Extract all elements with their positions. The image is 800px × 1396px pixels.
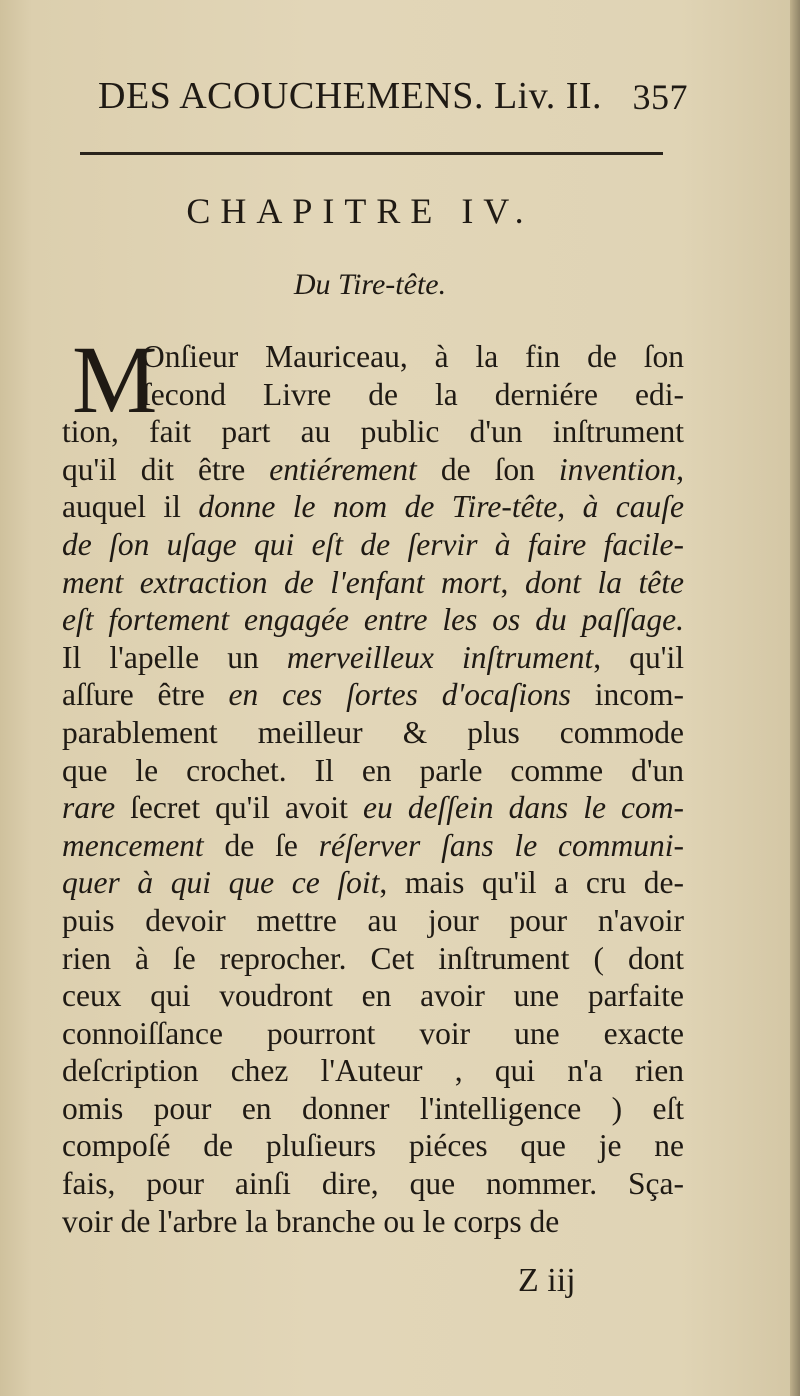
text-line <box>62 1165 684 1203</box>
text-run: Onſieur Mauriceau, à la fin de ſon <box>142 339 684 374</box>
italic-run: entiérement <box>269 451 417 487</box>
text-run: ſecond Livre de la derniére edi- <box>142 376 684 412</box>
text-line <box>62 864 684 902</box>
text-line <box>62 338 684 376</box>
text-run: deſcription chez l'Auteur , qui n'a rien <box>62 1053 684 1089</box>
page-edge <box>790 0 800 1396</box>
text-run: , mais qu'il a cru de- <box>379 865 684 901</box>
text-line <box>62 752 684 790</box>
text-run: , <box>500 564 525 600</box>
italic-run: quer à qui que ce ſoit <box>62 865 380 901</box>
text-run: omis pour en donner l'intelligence ) eſt <box>62 1090 684 1126</box>
text-run: connoiſſance pourront voir une exacte <box>62 1015 684 1051</box>
signature-mark: Z iij <box>518 1262 576 1299</box>
text-line <box>62 526 684 564</box>
italic-run: de ſon uſage qui eſt de ſervir à faire facile- <box>62 526 684 562</box>
text-run: puis devoir mettre au jour pour n'avoir <box>62 902 684 938</box>
text-run: incom- <box>570 677 684 713</box>
text-line <box>62 1052 684 1090</box>
body-text <box>62 326 685 1240</box>
text-run: qu'il dit être <box>62 451 270 487</box>
italic-run: donne le nom de Tire-tête <box>198 489 558 525</box>
text-line <box>62 676 684 714</box>
text-line <box>62 601 684 639</box>
text-run: auquel il <box>62 489 199 525</box>
text-run: fais, pour ainſi dire, que nommer. Sça- <box>62 1166 684 1202</box>
text-line <box>62 639 684 677</box>
text-run: aſſure être <box>62 677 229 713</box>
text-run: de ſe <box>203 827 319 863</box>
text-run: de ſon <box>416 451 559 487</box>
running-title: DES ACOUCHEMENS. Liv. II. <box>98 75 603 117</box>
italic-run: merveilleux inſtrument <box>286 639 594 675</box>
text-line <box>62 1203 684 1241</box>
text-line <box>62 1127 684 1165</box>
italic-run: en ces ſortes d'ocaſions <box>228 677 571 713</box>
text-line <box>62 564 684 602</box>
text-line <box>62 789 684 827</box>
text-line <box>62 376 684 414</box>
text-run: que le crochet. Il en parle comme d'un <box>62 752 684 788</box>
header-rule <box>80 152 663 155</box>
text-line <box>62 977 684 1015</box>
text-line <box>62 488 684 526</box>
text-run: , <box>557 489 583 525</box>
text-line <box>62 714 684 752</box>
text-run: ceux qui voudront en avoir une parfaite <box>62 978 684 1014</box>
italic-run: invention, <box>558 451 684 487</box>
text-line <box>62 902 684 940</box>
chapter-subtitle: Du Tire-tête. <box>293 268 447 301</box>
drop-cap: M <box>72 326 158 433</box>
italic-run: eu deſſein dans le com- <box>363 790 684 826</box>
italic-run: à cauſe <box>582 489 685 525</box>
text-run: parablement meilleur & plus commode <box>62 714 684 750</box>
italic-run: rare <box>62 790 116 826</box>
text-line <box>62 940 684 978</box>
italic-run: réſerver ſans le communi- <box>318 827 685 863</box>
text-run: ſecret qu'il avoit <box>115 790 364 826</box>
italic-run: dont la tête <box>524 564 685 600</box>
running-head <box>98 74 688 118</box>
text-run: compoſé de pluſieurs piéces que je ne <box>62 1128 684 1164</box>
italic-run: mencement <box>62 827 204 863</box>
italic-run: ment extraction de l'enfant mort <box>62 564 501 600</box>
text-line <box>62 1090 684 1128</box>
text-line <box>62 413 684 451</box>
text-run: voir de l'arbre la branche ou le corps de <box>62 1203 560 1239</box>
text-run: Il l'apelle un <box>62 639 287 675</box>
text-run: rien à ſe reprocher. Cet inſtrument ( dont <box>62 940 684 976</box>
text-line <box>62 827 684 865</box>
chapter-title: CHAPITRE IV. <box>186 191 534 231</box>
text-run: , qu'il <box>593 639 684 675</box>
text-line <box>62 451 684 489</box>
text-line <box>62 1015 684 1053</box>
italic-run: eſt fortement engagée entre les os du paſſage. <box>62 602 684 638</box>
text-run: tion, fait part au public d'un inſtrument <box>62 414 684 450</box>
page-number: 357 <box>632 77 688 117</box>
